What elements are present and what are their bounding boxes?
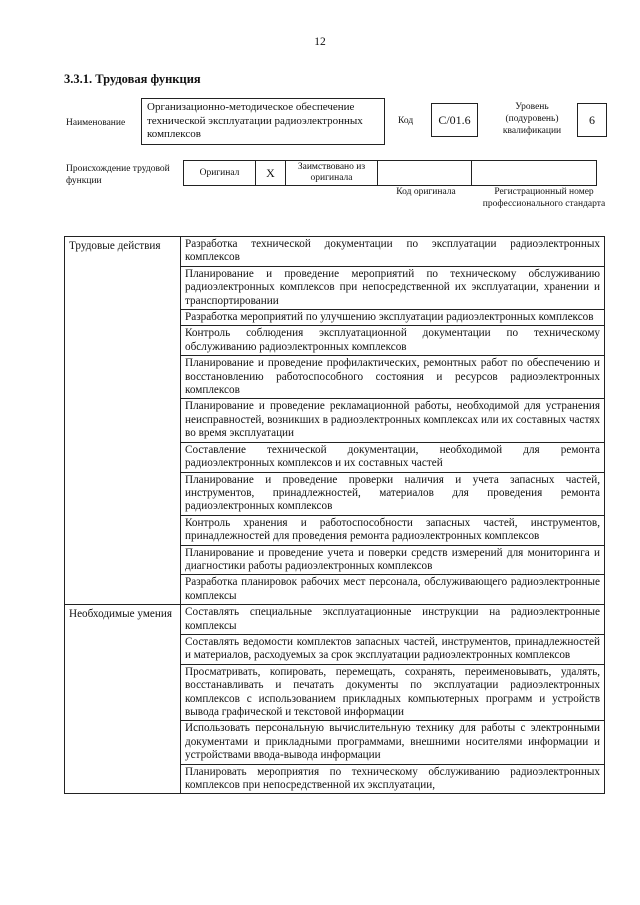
level-label: Уровень (подуровень) квалификации xyxy=(502,102,562,136)
section-title: 3.3.1. Трудовая функция xyxy=(64,72,201,86)
function-table xyxy=(64,236,605,794)
code-original-box xyxy=(378,161,472,185)
skill-item: Составлять ведомости комплектов запасных частей, инструментов, принадлежностей и материалов, расходуемых за срок эксплуатации радиоэлектронных комплексов xyxy=(181,634,605,664)
function-name-value: Организационно-методическое обеспечение технической эксплуатации радиоэлектронных комплексов xyxy=(147,101,363,140)
code-label: Код xyxy=(398,116,414,126)
labor-action-item: Разработка мероприятий по улучшению эксплуатации радиоэлектронных комплексов xyxy=(181,310,605,326)
table-row xyxy=(65,605,605,635)
labor-action-item: Контроль хранения и работоспособности запасных частей, инструментов, принадлежностей для проведения ремонта радиоэлектронных комплексов xyxy=(181,515,605,545)
level-value: 6 xyxy=(589,112,595,127)
table-row xyxy=(65,237,605,267)
skill-item: Составлять специальные эксплуатационные инструкции на радиоэлектронные комплексы xyxy=(181,605,605,635)
code-value: С/01.6 xyxy=(438,112,471,127)
reg-number-box xyxy=(472,161,596,185)
labor-actions-label: Трудовые действия xyxy=(65,237,181,605)
labor-action-item: Планирование и проведение проверки наличия и учета запасных частей, инструментов, принадлежностей, материалов для проведения ремонта радиоэлектронных комплексов xyxy=(181,472,605,515)
labor-action-item: Разработка технической документации по эксплуатации радиоэлектронных комплексов xyxy=(181,237,605,267)
original-label: Оригинал xyxy=(184,161,256,185)
labor-action-item: Планирование и проведение профилактических, ремонтных работ по обеспечению и восстановлению работоспособного состояния и ресурсов радиоэлектронных комплексов xyxy=(181,356,605,399)
skill-item: Использовать персональную вычислительную технику для работы с электронными документами и прикладными программами, внешними носителями информации и устройствами ввода-вывода информации xyxy=(181,721,605,764)
origin-label: Происхождение трудовой функции xyxy=(66,164,170,186)
level-box xyxy=(577,103,607,137)
labor-action-item: Разработка планировок рабочих мест персонала, обслуживающего радиоэлектронные комплексы xyxy=(181,575,605,605)
labor-action-item: Контроль соблюдения эксплуатационной документации по техническому обслуживанию радиоэлектронных комплексов xyxy=(181,326,605,356)
labor-action-item: Планирование и проведение мероприятий по техническому обслуживанию радиоэлектронных комплексов при непосредственной их эксплуатации, хранении и транспортировании xyxy=(181,266,605,309)
function-name-box xyxy=(141,98,385,145)
required-skills-label: Необходимые умения xyxy=(65,605,181,794)
original-mark: X xyxy=(256,161,286,185)
borrowed-label: Заимствовано из оригинала xyxy=(286,161,378,185)
skill-item: Планировать мероприятия по техническому обслуживанию радиоэлектронных комплексов при непосредственной их эксплуатации, xyxy=(181,764,605,794)
labor-action-item: Планирование и проведение рекламационной работы, необходимой для устранения неисправностей, возникших в радиоэлектронных комплексах или их составных частях во время эксплуатации xyxy=(181,399,605,442)
origin-row xyxy=(183,160,597,186)
labor-action-item: Составление технической документации, необходимой для ремонта радиоэлектронных комплексов и их составных частей xyxy=(181,442,605,472)
name-label: Наименование xyxy=(66,118,126,128)
labor-action-item: Планирование и проведение учета и поверки средств измерений для мониторинга и диагностики работы радиоэлектронных комплексов xyxy=(181,545,605,575)
page-number: 12 xyxy=(314,36,326,48)
code-box xyxy=(431,103,478,137)
skill-item: Просматривать, копировать, перемещать, сохранять, переименовывать, удалять, восстанавливать и печатать документы по эксплуатации радиоэлектронных комплексов с использованием прикладных компьютерных программ и устройств вывода графической и текстовой информации xyxy=(181,664,605,721)
code-original-caption: Код оригинала xyxy=(396,187,456,197)
reg-number-caption: Регистрационный номер профессионального стандарта xyxy=(482,187,606,209)
